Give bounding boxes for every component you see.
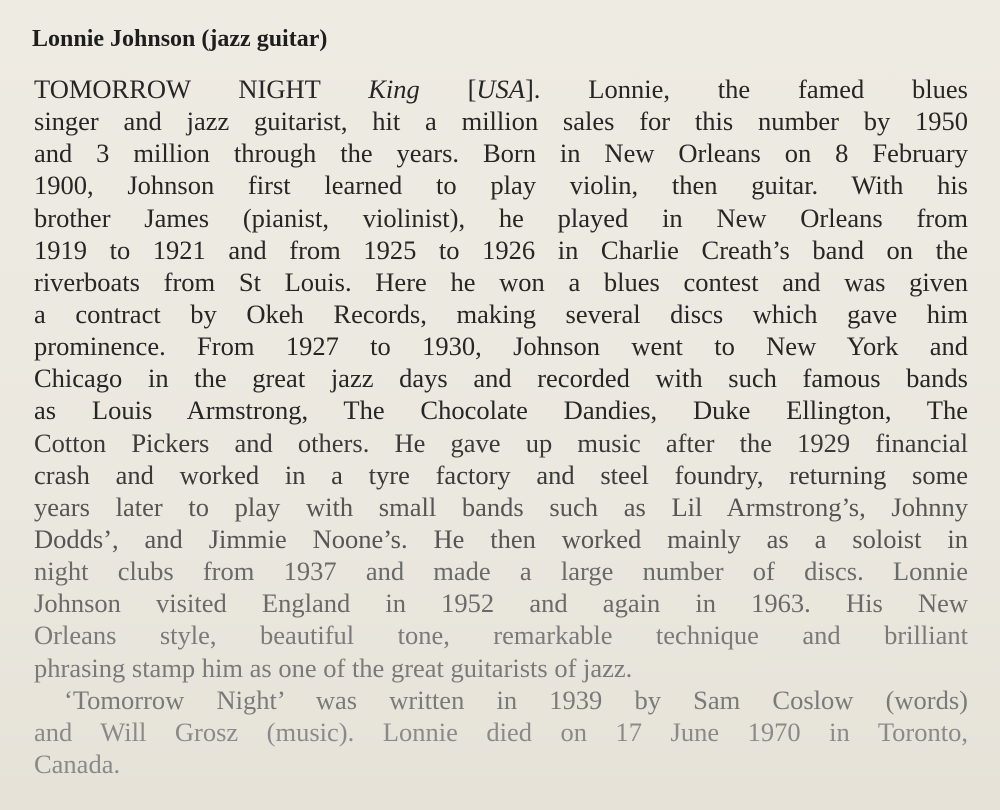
body-line-16: night clubs from 1937 and made a large number of discs. Lonnie — [34, 556, 968, 587]
body-line-14: years later to play with small bands such as Lil Armstrong’s, Johnny — [34, 491, 968, 522]
body-line-19: phrasing stamp him as one of the great guitarists of jazz. — [34, 652, 633, 683]
body-line-10: Chicago in the great jazz days and recorded with such famous bands — [34, 363, 968, 394]
body-line-2: singer and jazz guitarist, hit a million sales for this number by 1950 — [34, 106, 968, 137]
body-line-12: Cotton Pickers and others. He gave up music after the 1929 financial — [34, 427, 968, 458]
body-line-5: brother James (pianist, violinist), he played in New Orleans from — [34, 202, 968, 233]
body-line-3: and 3 million through the years. Born in New Orleans on 8 February — [34, 138, 968, 169]
body-line-4: 1900, Johnson first learned to play violin, then guitar. With his — [34, 170, 968, 201]
entry-body — [34, 73, 968, 780]
body-line-13: crash and worked in a tyre factory and steel foundry, returning some — [34, 459, 968, 490]
body-line-17: Johnson visited England in 1952 and again in 1963. His New — [34, 588, 968, 619]
song-title: TOMORROW NIGHT — [34, 74, 369, 104]
body-line-9: prominence. From 1927 to 1930, Johnson went to New York and — [34, 331, 968, 362]
body-line-15: Dodds’, and Jimmie Noone’s. He then worked mainly as a soloist in — [34, 523, 968, 554]
body-line-11: as Louis Armstrong, The Chocolate Dandies, Duke Ellington, The — [34, 395, 968, 426]
body-line-1: TOMORROW NIGHT King [USA]. Lonnie, the famed blues — [34, 74, 968, 104]
entry-heading: Lonnie Johnson (jazz guitar) — [32, 26, 328, 52]
body-line-18: Orleans style, beautiful tone, remarkable technique and brilliant — [34, 620, 968, 651]
record-label: King — [368, 74, 420, 104]
body-line-20: ‘Tomorrow Night’ was written in 1939 by Sam Coslow (words) — [64, 684, 968, 715]
body-line-22: Canada. — [34, 748, 121, 779]
body-line-7: riverboats from St Louis. Here he won a blues contest and was given — [34, 266, 968, 297]
country: USA — [476, 74, 525, 104]
body-line-21: and Will Grosz (music). Lonnie died on 17 June 1970 in Toronto, — [34, 716, 968, 747]
body-line-8: a contract by Okeh Records, making several discs which gave him — [34, 298, 968, 329]
body-line-6: 1919 to 1921 and from 1925 to 1926 in Charlie Creath’s band on the — [34, 234, 968, 265]
